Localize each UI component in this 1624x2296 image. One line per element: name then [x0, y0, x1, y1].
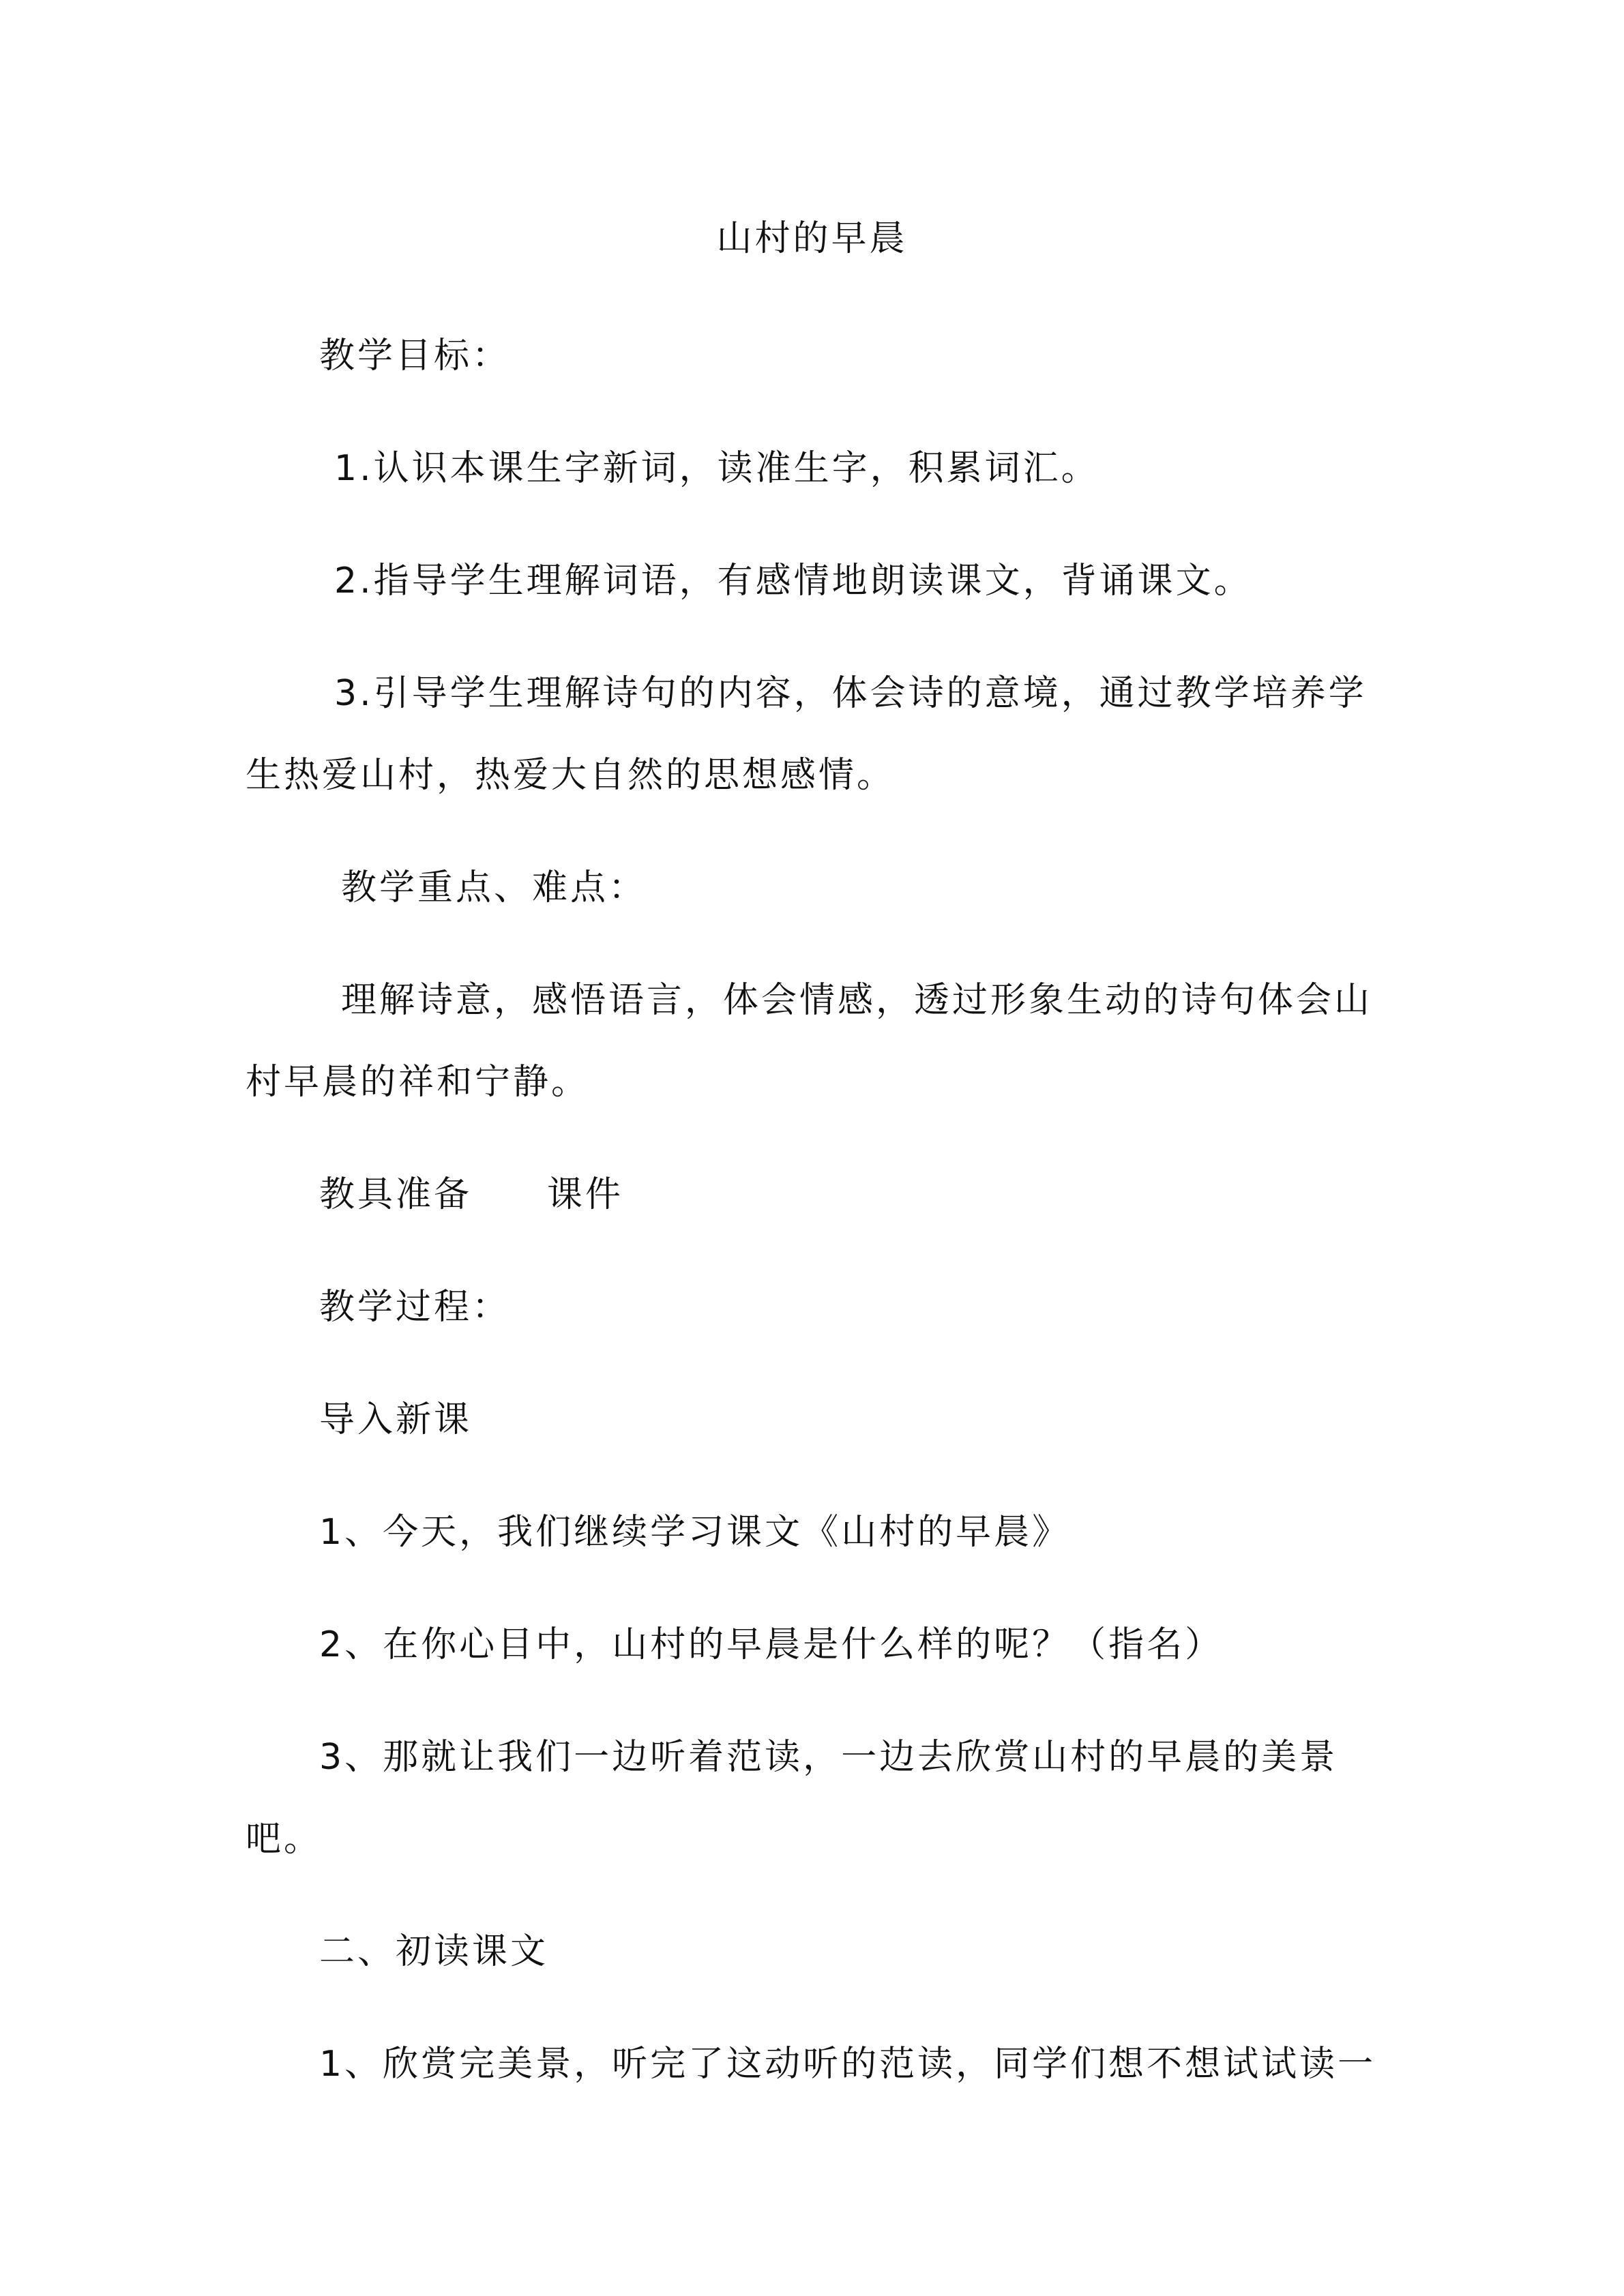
section-heading-process: 教学过程： [319, 1287, 511, 1328]
key-points-text-continued: 村早晨的祥和宁静。 [246, 1062, 590, 1103]
objective-item-3-continued: 生热爱山村，热爱大自然的思想感情。 [246, 755, 896, 796]
page-title: 山村的早晨 [716, 218, 908, 259]
teaching-aids-line [319, 1173, 623, 1217]
section-heading-objectives: 教学目标： [319, 336, 511, 376]
process-step-3: 3、那就让我们一边听着范读，一边去欣赏山村的早晨的美景 [319, 1737, 1338, 1778]
key-points-text: 理解诗意，感悟语言，体会情感，透过形象生动的诗句体会山 [341, 980, 1373, 1021]
subsection-heading-intro: 导入新课 [319, 1399, 473, 1440]
teaching-aids-label: 教具准备 [319, 1174, 473, 1215]
objective-item-2: 2.指导学生理解词语，有感情地朗读课文，背诵课文。 [334, 561, 1252, 601]
first-reading-step-1: 1、欣赏完美景，听完了这动听的范读，同学们想不想试试读一 [319, 2044, 1376, 2085]
process-step-1: 1、今天，我们继续学习课文《山村的早晨》 [319, 1512, 1071, 1553]
section-heading-first-reading: 二、初读课文 [319, 1931, 549, 1972]
objective-item-1: 1.认识本课生字新词，读准生字，积累词汇。 [334, 448, 1099, 489]
section-heading-key-points: 教学重点、难点： [341, 867, 647, 908]
objective-item-3: 3.引导学生理解诗句的内容，体会诗的意境，通过教学培养学 [334, 673, 1367, 714]
process-step-2: 2、在你心目中，山村的早晨是什么样的呢？（指名） [319, 1624, 1224, 1665]
teaching-aids-value: 课件 [547, 1174, 624, 1215]
process-step-3-continued: 吧。 [246, 1819, 323, 1860]
